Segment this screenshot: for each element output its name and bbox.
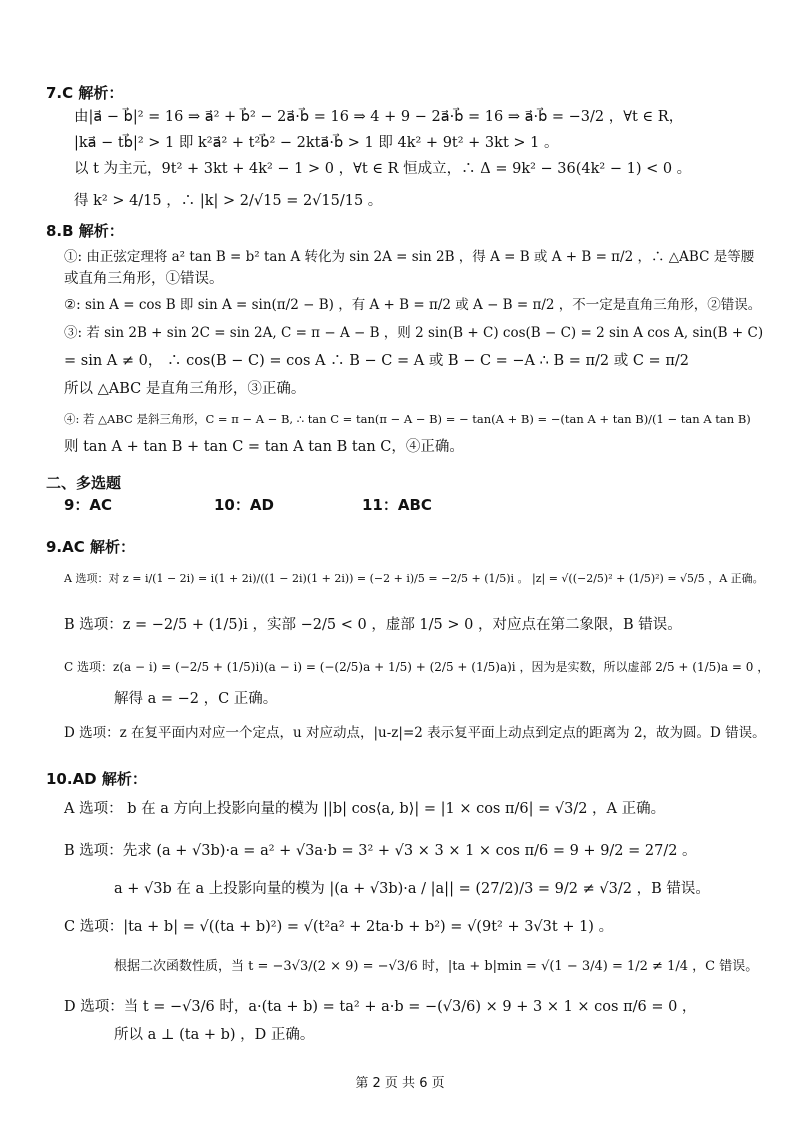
q9-line-4: 解得 a = −2 ，C 正确。 [114,691,278,707]
section2-title: 二、多选题 [46,474,122,492]
q10-line-2: B 选项：先求 (a + √3b)·a = a² + √3a·b = 3² + √3 × 3 × 1 × cos π/6 = 9 + 9/2 = 27/2 。 [64,843,697,859]
q7-line-1: 由|a⃗ − b⃗|² = 16 ⇒ a⃗² + b⃗² − 2a⃗·b⃗ = 16 ⇒ 4 + 9 − 2a⃗·b⃗ = 16 ⇒ a⃗·b⃗ = −3/2 ，∀t ∈ R， [74,109,684,125]
answer-10: 10：AD [214,496,274,514]
q10-line-1: A 选项： b 在 a 方向上投影向量的模为 ||b| cos⟨a, b⟩| = |1 × cos π/6| = √3/2 ，A 正确。 [64,801,666,817]
q9-heading: 9.AC 解析： [46,538,135,556]
q9-line-3: C 选项：z(a − i) = (−2/5 + (1/5)i)(a − i) = (−(2/5)a + 1/5) + (2/5 + (1/5)a)i ，因为是实数，所以虚部 2/5 + (1/5)a = 0 ， [64,660,770,674]
q10-line-3: a + √3b 在 a 上投影向量的模为 |(a + √3b)·a / |a|| = (27/2)/3 = 9/2 ≠ √3/2 ，B 错误。 [114,881,710,897]
q8-line-8: 则 tan A + tan B + tan C = tan A tan B tan C，④正确。 [64,439,464,455]
q8-line-1: ①: 由正弦定理将 a² tan B = b² tan A 转化为 sin 2A = sin 2B ，得 A = B 或 A + B = π/2 ，∴ △ABC 是等腰 [64,249,755,265]
q8-heading: 8.B 解析： [46,222,124,240]
q8-line-5: = sin A ≠ 0， ∴ cos(B − C) = cos A ∴ B − C = A 或 B − C = −A ∴ B = π/2 或 C = π/2 [64,353,689,369]
q10-line-5: 根据二次函数性质，当 t = −3√3/(2 × 9) = −√3/6 时，|ta + b|min = √(1 − 3/4) = 1/2 ≠ 1/4 ，C 错误。 [114,959,759,974]
q8-line-3: ②: sin A = cos B 即 sin A = sin(π/2 − B) ，有 A + B = π/2 或 A − B = π/2 ，不一定是直角三角形，②错误。 [64,297,762,313]
q7-line-3: 以 t 为主元，9t² + 3kt + 4k² − 1 > 0 ，∀t ∈ R 恒成立，∴ Δ = 9k² − 36(4k² − 1) < 0 。 [74,161,692,177]
q9-line-2: B 选项：z = −2/5 + (1/5)i ，实部 −2/5 < 0 ，虚部 1/5 > 0 ，对应点在第二象限，B 错误。 [64,617,682,633]
q10-heading: 10.AD 解析： [46,770,147,788]
q9-line-5: D 选项：z 在复平面内对应一个定点，u 对应动点，|u-z|=2 表示复平面上动点到定点的距离为 2，故为圆。D 错误。 [64,725,766,741]
q7-line-2: |ka⃗ − tb⃗|² > 1 即 k²a⃗² + t²b⃗² − 2kta⃗·b⃗ > 1 即 4k² + 9t² + 3kt > 1 。 [74,135,559,151]
q9-line-1: A 选项：对 z = i/(1 − 2i) = i(1 + 2i)/((1 − 2i)(1 + 2i)) = (−2 + i)/5 = −2/5 + (1/5)i 。 |z| = √((−2/5)² + (1/5)²) = √5/5 ，A 正确。 [64,572,764,585]
q8-line-6: 所以 △ABC 是直角三角形，③正确。 [64,381,306,397]
q10-line-7: 所以 a ⊥ (ta + b) ，D 正确。 [114,1027,315,1043]
q10-line-4: C 选项：|ta + b| = √((ta + b)²) = √(t²a² + 2ta·b + b²) = √(9t² + 3√3t + 1) 。 [64,919,614,935]
q8-line-7: ④: 若 △ABC 是斜三角形，C = π − A − B, ∴ tan C = tan(π − A − B) = − tan(A + B) = −(tan A + tan B)/(1 − tan A tan B) [64,412,751,426]
q8-line-4: ③: 若 sin 2B + sin 2C = sin 2A, C = π − A − B ，则 2 sin(B + C) cos(B − C) = 2 sin A cos A, sin(B + C) [64,325,764,341]
q8-line-2: 或直角三角形，①错误。 [64,271,224,287]
q7-heading: 7.C 解析： [46,84,124,102]
q10-line-6: D 选项：当 t = −√3/6 时，a·(ta + b) = ta² + a·b = −(√3/6) × 9 + 3 × 1 × cos π/6 = 0 ， [64,999,697,1015]
q7-line-4: 得 k² > 4/15 ，∴ |k| > 2/√15 = 2√15/15 。 [74,193,383,209]
page-footer: 第 2 页 共 6 页 [355,1076,445,1091]
answer-9: 9：AC [64,496,113,514]
answer-11: 11：ABC [362,496,432,514]
